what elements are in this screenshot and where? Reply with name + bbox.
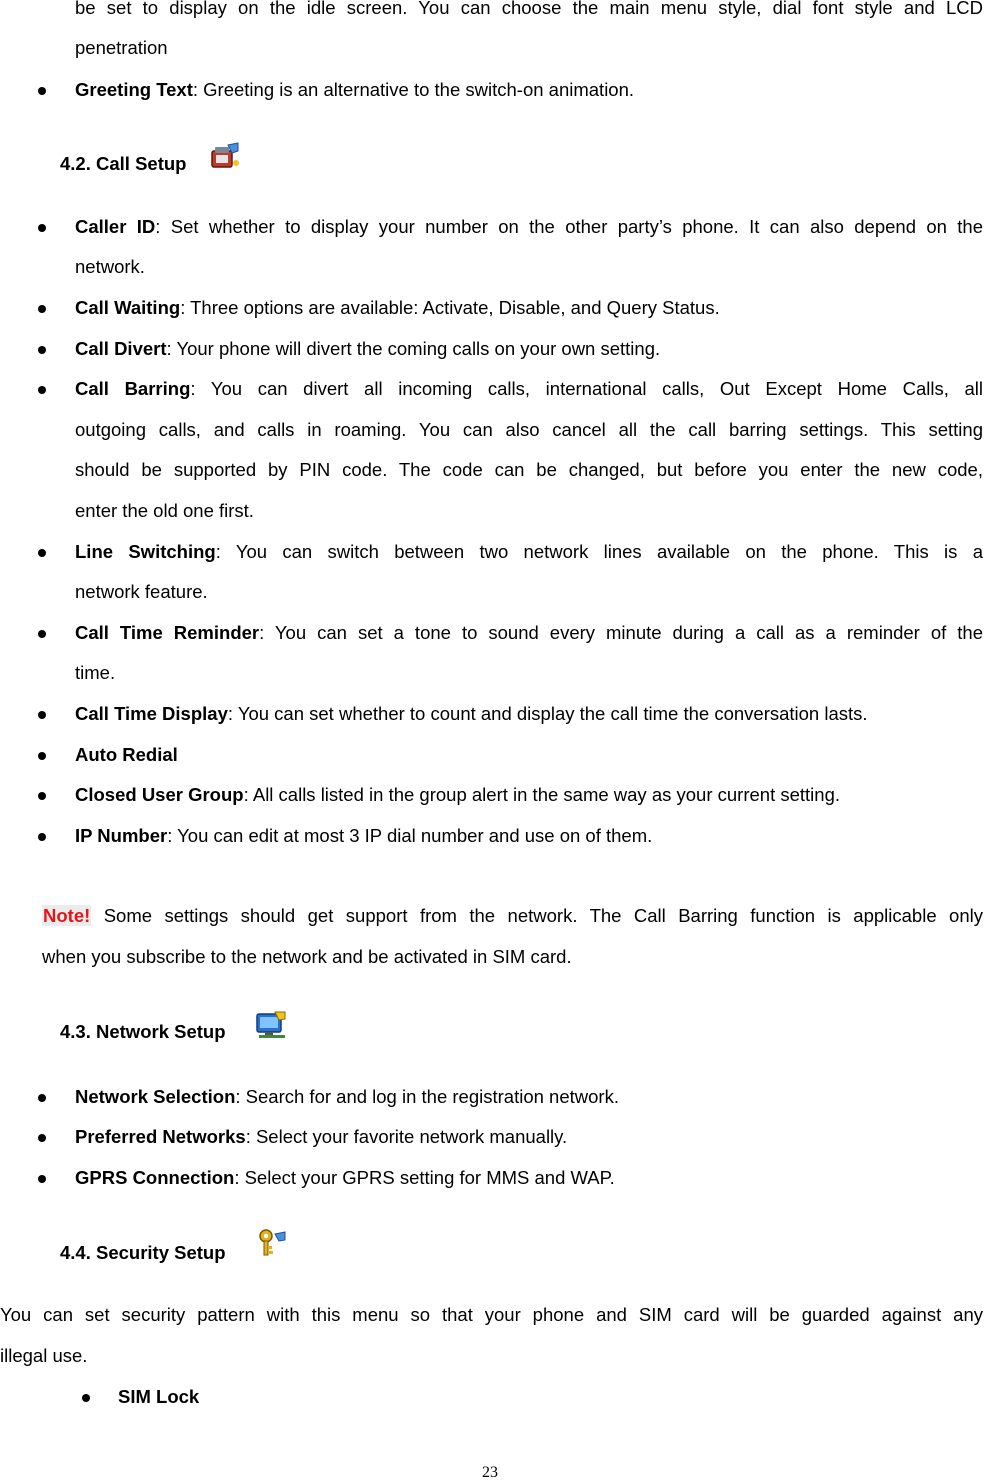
desc: : You can edit at most 3 IP dial number and use on of them. [167,825,653,846]
desc: : Greeting is an alternative to the switch-on animation. [192,79,635,100]
desc-continuation: network. [75,256,145,277]
list-item-call-time-display [75,703,868,725]
term: Preferred Networks [75,1126,246,1147]
list-item-call-waiting [75,297,720,319]
bullet [82,1394,90,1402]
term: SIM Lock [118,1386,200,1407]
desc: : Set whether to display your number on the other party’s phone. It can also depend on the [155,216,984,237]
list-item-closed-user-group [75,784,840,806]
list-item-network-selection [75,1086,619,1108]
desc: : You can divert all incoming calls, international calls, Out Except Home Calls, all [190,378,983,399]
network-settings-icon [255,1010,287,1040]
term: Caller ID [75,216,156,237]
desc: : Three options are available: Activate, Disable, and Query Status. [180,297,720,318]
term: Call Waiting [75,297,181,318]
phone-settings-icon [210,141,242,171]
security-key-icon [255,1228,287,1258]
greeting-item [75,79,634,101]
term: Auto Redial [75,744,178,765]
bullet [38,549,46,557]
desc-continuation: should be supported by PIN code. The code can be changed, but before you enter the new code, [75,459,983,480]
list-item-sim-lock [118,1386,199,1408]
desc: : Select your favorite network manually. [245,1126,568,1147]
page-number: 23 [482,1464,498,1481]
bullet [38,346,46,354]
desc: : All calls listed in the group alert in the same way as your current setting. [243,784,840,805]
bullet [38,711,46,719]
term: IP Number [75,825,168,846]
bullet [38,305,46,313]
desc-continuation: outgoing calls, and calls in roaming. You can also cancel all the call barring settings. This setting [75,419,983,440]
list-item-line-switching [75,541,983,563]
list-item-auto-redial [75,744,178,766]
term: Call Divert [75,338,167,359]
desc-continuation: time. [75,662,116,683]
term: Call Time Display [75,703,228,724]
note-label: Note! [43,905,91,926]
intro-line-2: penetration [75,37,168,58]
desc-continuation: network feature. [75,581,208,602]
term: Call Time Reminder [75,622,260,643]
term: Line Switching [75,541,216,562]
bullet [38,386,46,394]
list-item-preferred-networks [75,1126,567,1148]
bullet [38,752,46,760]
section-heading-network-setup: 4.3. Network Setup [60,1021,226,1042]
term: Closed User Group [75,784,244,805]
list-item-gprs-connection [75,1167,615,1189]
desc: : You can set a tone to sound every minute during a call as a reminder of the [259,622,983,643]
intro-line-1: be set to display on the idle screen. You can choose the main menu style, dial font style and LCD [75,0,983,18]
list-item-caller-id [75,216,983,238]
term: Call Barring [75,378,191,399]
desc-continuation: enter the old one first. [75,500,254,521]
bullet [38,833,46,841]
list-item-ip-number [75,825,652,847]
list-item-call-time-reminder [75,622,983,644]
term: Network Selection [75,1086,236,1107]
desc: : You can set whether to count and display the call time the conversation lasts. [227,703,868,724]
term: Greeting Text [75,79,193,100]
list-item-call-barring [75,378,983,400]
bullet [38,792,46,800]
desc: : Your phone will divert the coming calls on your own setting. [166,338,661,359]
note-text: Some settings should get support from the network. The Call Barring function is applicable only [91,905,983,926]
bullet [38,1094,46,1102]
bullet [38,1134,46,1142]
desc: : Select your GPRS setting for MMS and WAP. [234,1167,615,1188]
bullet [38,1175,46,1183]
section-heading-call-setup: 4.2. Call Setup [60,153,187,174]
note-line-1 [42,905,983,927]
section-heading-security-setup: 4.4. Security Setup [60,1242,226,1263]
desc: : You can switch between two network lines available on the phone. This is a [215,541,984,562]
security-text-line-2: illegal use. [0,1345,88,1366]
security-text-line-1: You can set security pattern with this menu so that your phone and SIM card will be guarded against any [0,1304,983,1325]
term: GPRS Connection [75,1167,235,1188]
bullet [38,630,46,638]
desc: : Search for and log in the registration network. [235,1086,619,1107]
bullet [38,87,46,95]
list-item-call-divert [75,338,660,360]
note-line-2: when you subscribe to the network and be activated in SIM card. [42,946,572,967]
bullet [38,224,46,232]
